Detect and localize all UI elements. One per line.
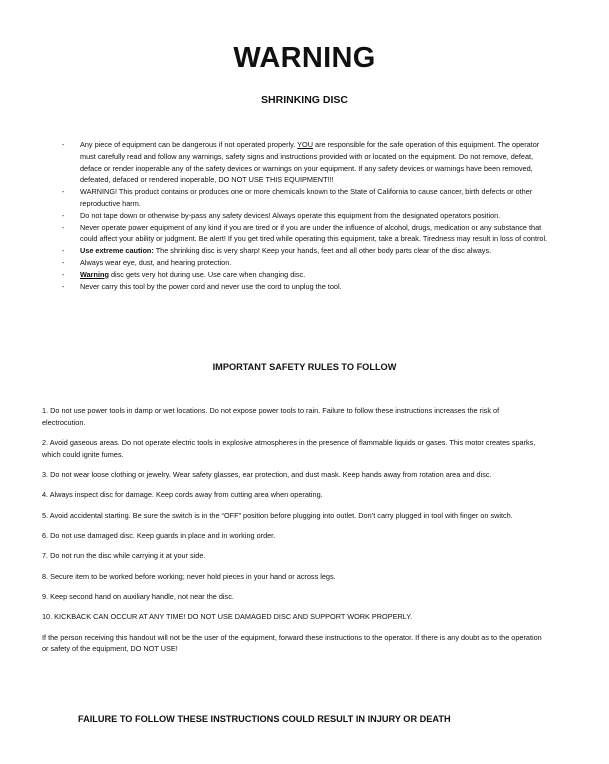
bullet-text: The shrinking disc is very sharp! Keep your hands, feet and all other body parts clear of the disc always. [153,246,492,256]
bullet-text: Never operate power equipment of any kind if you are tired or if you are under the influence of alcohol, drugs, medication or any substance that could affect your ability or judgment. Be alert! If you get tired while operating this equipment, take a break. Tiredness may result in loss of control. [80,222,548,244]
warning-bullet [62,281,548,293]
bullet-text: are responsible for the safe operation of this equipment. The operator must carefully read and follow any warnings, safety signs and instructions provided with or located on the equipment. Do not remove, defeat, deface or render inoperable any of the safety devices or warnings on your equipment. If any safety devices or warnings have been removed, defeated, defaced or rendered inoperable, DO NOT USE THIS EQUIPMENT!!! [80,140,540,185]
bullet-dash: - [62,257,65,267]
bullet-emphasis: Warning [80,269,109,279]
bullet-emphasis: Use extreme caution: [80,246,154,256]
warning-bullet [62,186,548,210]
bullet-dash: - [62,281,65,291]
bullet-dash: - [62,222,65,232]
safety-rule: 3. Do not wear loose clothing or jewelry. Wear safety glasses, ear protection, and dust mask. Keep hands away from rotation area and disc. [42,470,492,480]
closing-note: If the person receiving this handout will not be the user of the equipment, forward these instructions to the operator. If there is any doubt as to the operation or safety of the equipment, DO NOT USE! [42,632,542,654]
bullet-emphasis: YOU [297,140,313,149]
safety-rules-list [42,405,544,664]
warning-bullet [62,139,548,186]
bullet-text: WARNING! This product contains or produces one or more chemicals known to the State of California to cause cancer, birth defects or other reproductive harm. [80,187,533,208]
document-subtitle: SHRINKING DISC [261,94,348,106]
warning-bullet [62,269,548,281]
bullet-text: disc gets very hot during use. Use care when changing disc. [108,269,306,279]
document-title: WARNING [233,42,376,74]
bullet-dash: - [62,269,65,279]
bullet-text: Always wear eye, dust, and hearing protection. [80,257,232,267]
bullet-dash: - [62,246,65,256]
bullet-dash: - [62,210,65,220]
safety-rule: 4. Always inspect disc for damage. Keep cords away from cutting area when operating. [42,490,323,500]
bullet-text: Do not tape down or otherwise by-pass any safety devices! Always operate this equipment from the designated operators position. [80,210,501,220]
rules-heading: IMPORTANT SAFETY RULES TO FOLLOW [212,362,397,372]
safety-rule: 10. KICKBACK CAN OCCUR AT ANY TIME! DO NOT USE DAMAGED DISC AND SUPPORT WORK PROPERLY. [42,612,413,622]
bullet-text: Any piece of equipment can be dangerous if not operated properly. [80,140,298,149]
safety-rule: 5. Avoid accidental starting. Be sure the switch is in the “OFF” position before plugging into outlet. Don’t carry plugged in tool with finger on switch. [42,510,513,520]
warning-bullet [62,222,548,246]
safety-rule: 7. Do not run the disc while carrying it at your side. [42,551,206,561]
safety-rule: 9. Keep second hand on auxiliary handle, not near the disc. [42,591,234,601]
warning-bullet [62,210,548,222]
footer-warning: FAILURE TO FOLLOW THESE INSTRUCTIONS COULD RESULT IN INJURY OR DEATH [78,714,451,724]
safety-rule: 1. Do not use power tools in damp or wet locations. Do not expose power tools to rain. Failure to follow these instructions increases the risk of electrocution. [42,406,500,427]
safety-rule: 8. Secure item to be worked before working; never hold pieces in your hand or across legs. [42,571,336,581]
warning-bullet [62,245,548,257]
bullet-text: Never carry this tool by the power cord and never use the cord to unplug the tool. [80,281,342,291]
warning-bullet [62,257,548,269]
safety-rule: 2. Avoid gaseous areas. Do not operate electric tools in explosive atmospheres in the presence of flammable liquids or gases. This motor creates sparks, which could ignite fumes. [42,438,536,459]
bullet-dash: - [62,187,65,197]
warning-bullet-list [62,139,548,292]
safety-rule: 6. Do not use damaged disc. Keep guards in place and in working order. [42,531,276,541]
bullet-dash: - [62,140,65,149]
